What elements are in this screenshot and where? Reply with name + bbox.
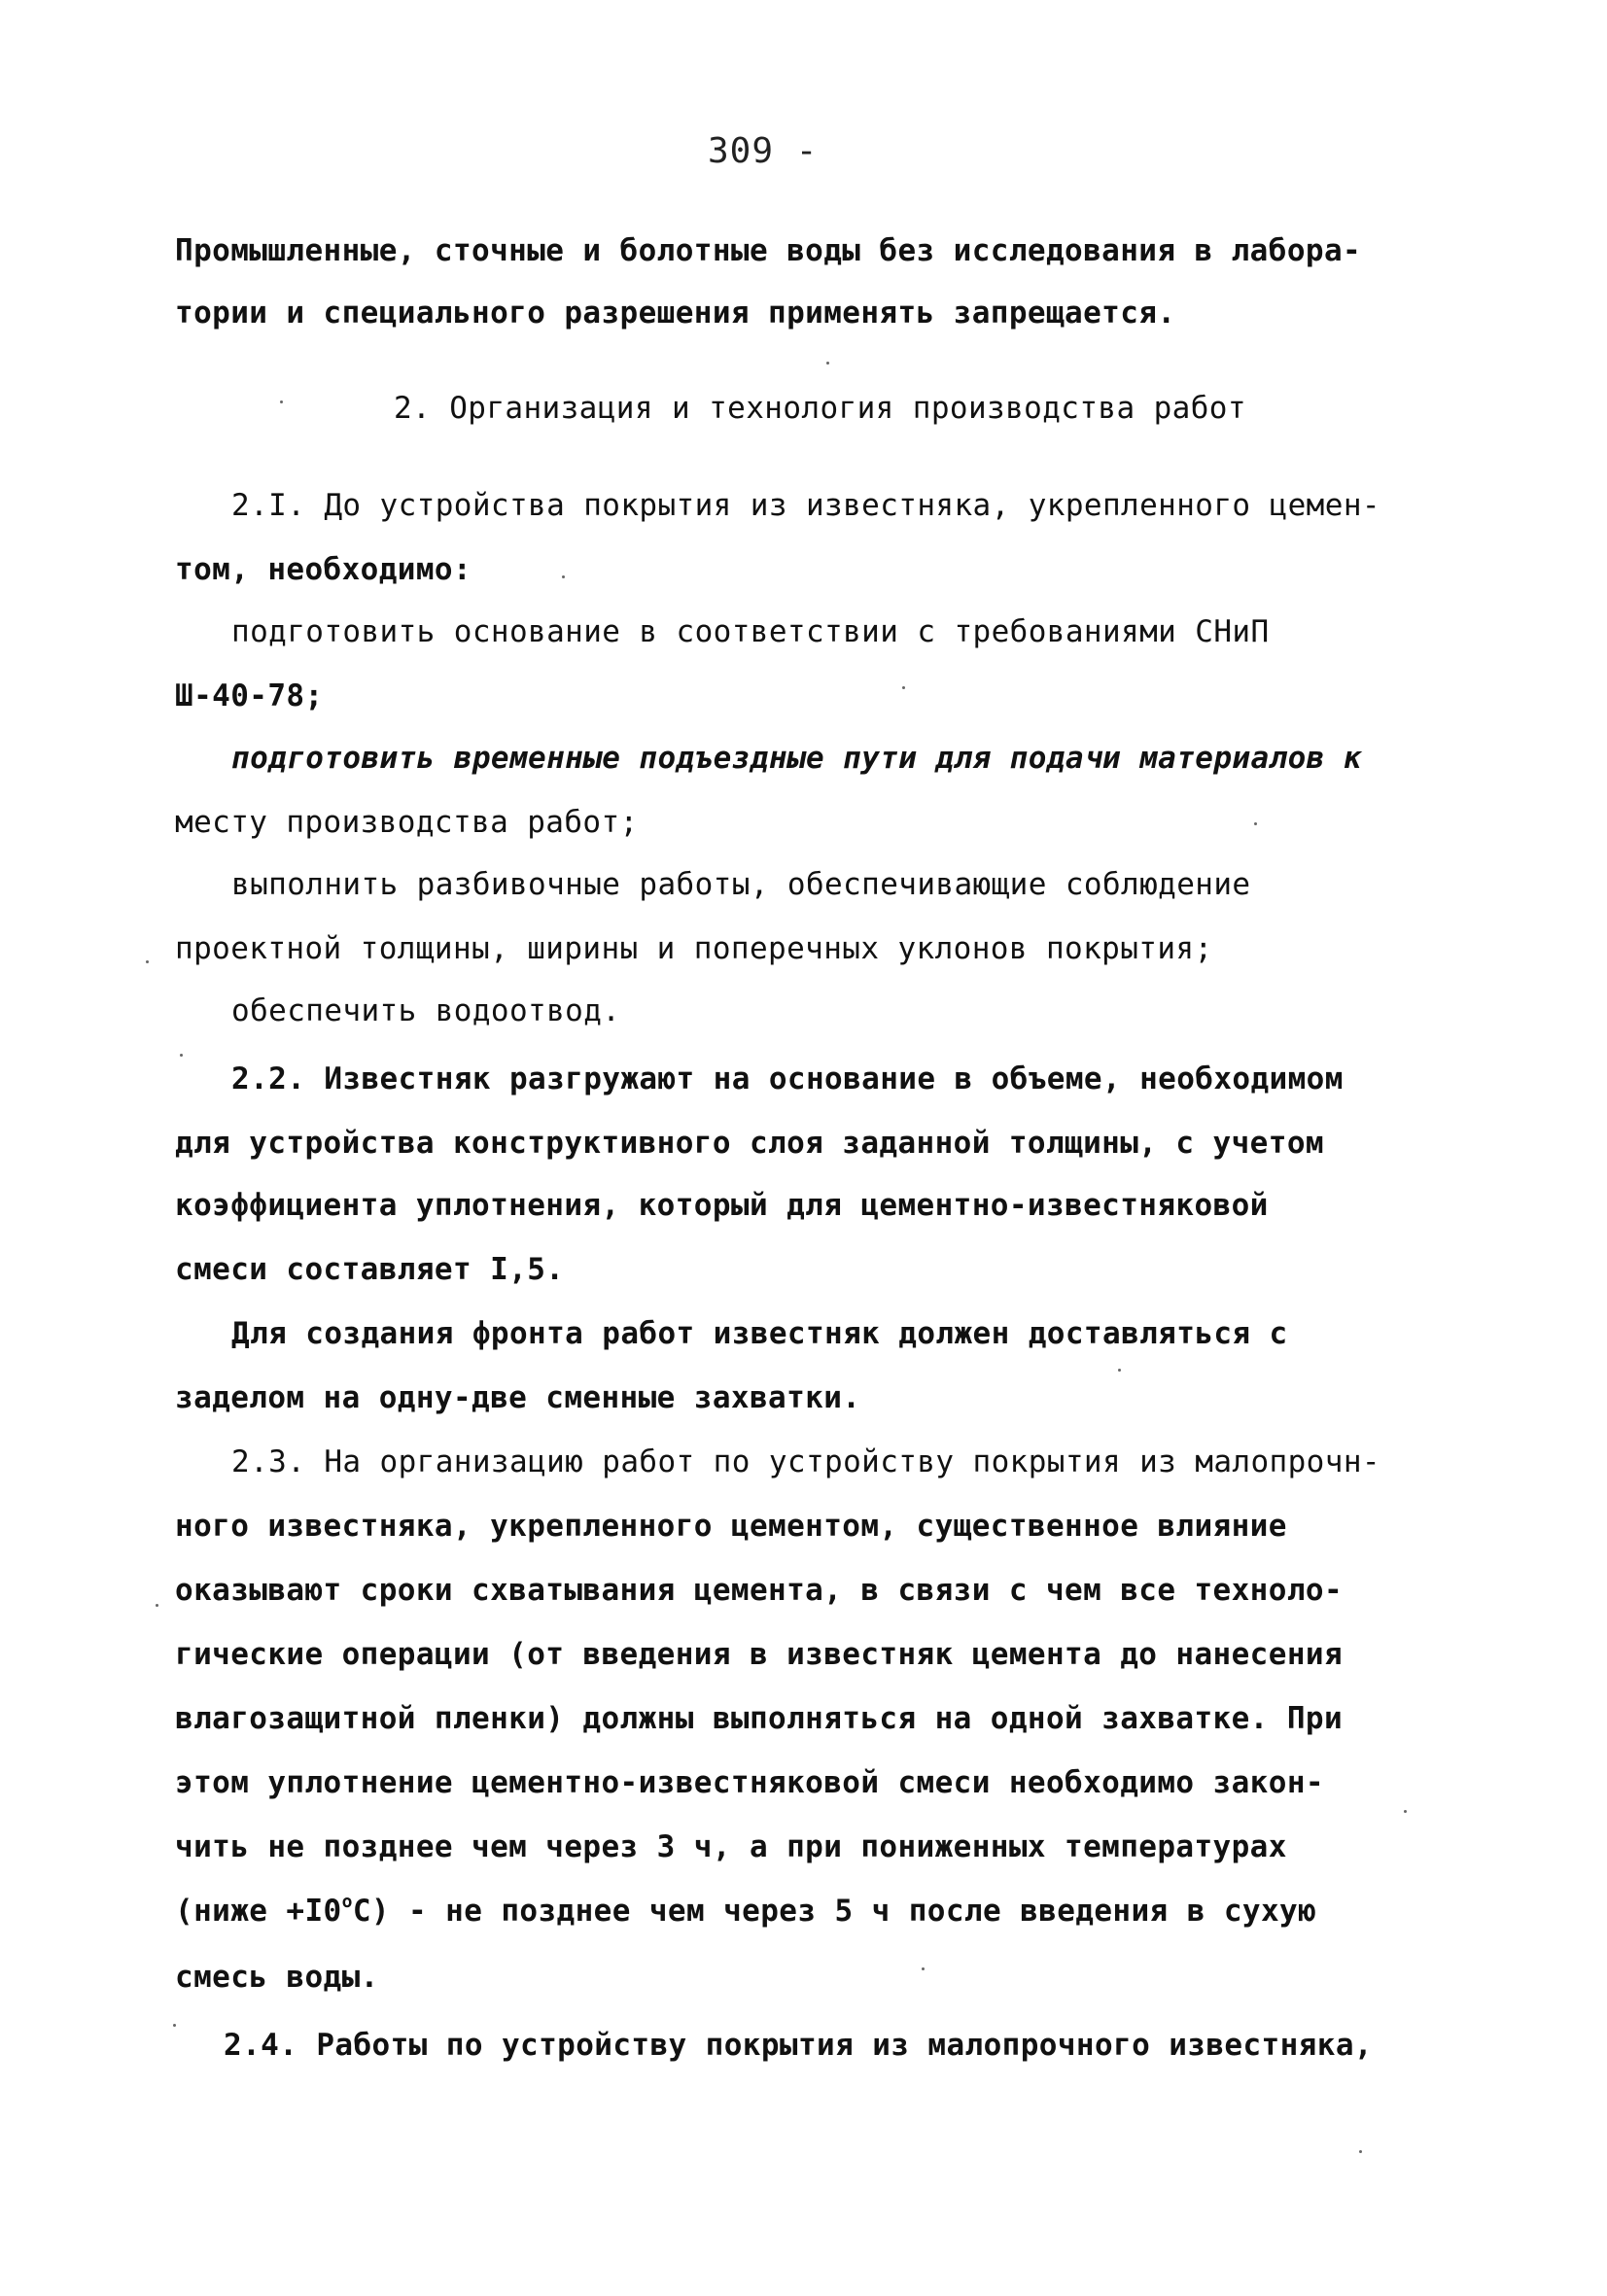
text-line: оказывают сроки схватывания цемента, в связи с чем все техноло-	[175, 1573, 1344, 1608]
text-line: смесь воды.	[175, 1960, 379, 1995]
page-number: 309 -	[708, 131, 819, 171]
text-line	[175, 1892, 1316, 1931]
text-line: обеспечить водоотвод.	[231, 993, 621, 1028]
scan-speck	[173, 2024, 176, 2027]
text-line: ного известняка, укрепленного цементом, существенное влияние	[175, 1509, 1287, 1544]
text-line: смеси составляет I,5.	[175, 1252, 565, 1287]
section-heading: 2. Организация и технология производства работ	[394, 391, 1246, 426]
text-line: заделом на одну-две сменные захватки.	[175, 1380, 861, 1415]
text-line: Промышленные, сточные и болотные воды без исследования в лабора-	[175, 233, 1362, 268]
text-line: месту производства работ;	[175, 805, 639, 840]
scan-speck	[156, 1604, 158, 1607]
text-line: для устройства конструктивного слоя заданной толщины, с учетом	[175, 1126, 1324, 1161]
scan-speck	[1359, 2150, 1362, 2153]
scan-speck	[562, 575, 565, 578]
scan-speck	[1118, 1369, 1121, 1372]
degree-sup: o	[341, 1892, 353, 1912]
text-line: подготовить основание в соответствии с требованиями СНиП	[231, 614, 1270, 649]
text-line: 2.2. Известняк разгружают на основание в объеме, необходимом	[231, 1061, 1344, 1096]
text-span: (ниже +I0	[175, 1894, 342, 1929]
text-span: C) - не позднее чем через 5 ч после введения в сухую	[352, 1894, 1317, 1929]
text-line: том, необходимо:	[175, 552, 472, 587]
text-line: чить не позднее чем через 3 ч, а при пониженных температурах	[175, 1829, 1287, 1864]
scan-speck	[922, 1967, 925, 1970]
text-line: подготовить временные подъездные пути для подачи материалов к	[231, 741, 1362, 776]
text-line: 2.I. До устройства покрытия из известняка, укрепленного цемен-	[231, 488, 1380, 523]
text-line: выполнить разбивочные работы, обеспечивающие соблюдение	[231, 867, 1251, 902]
scan-speck	[826, 362, 829, 365]
scan-speck	[180, 1054, 183, 1057]
scan-speck	[1254, 822, 1257, 825]
scan-speck	[902, 686, 905, 689]
text-line: Для создания фронта работ известняк должен доставляться с	[231, 1316, 1288, 1351]
text-line: коэффициента уплотнения, который для цементно-известняковой	[175, 1188, 1269, 1223]
text-line: тории и специального разрешения применять запрещается.	[175, 296, 1176, 330]
text-line: влагозащитной пленки) должны выполняться на одной захватке. При	[175, 1701, 1344, 1736]
scan-speck	[1404, 1810, 1407, 1813]
text-line: 2.3. На организацию работ по устройству покрытия из малопрочн-	[231, 1444, 1380, 1479]
scan-speck	[280, 400, 283, 403]
text-line: этом уплотнение цементно-известняковой смеси необходимо закон-	[175, 1765, 1324, 1800]
text-line: 2.4. Работы по устройству покрытия из малопрочного известняка,	[224, 2028, 1373, 2063]
scan-speck	[146, 960, 149, 963]
text-line: проектной толщины, ширины и поперечных уклонов покрытия;	[175, 931, 1213, 966]
text-line: гические операции (от введения в известняк цемента до нанесения	[175, 1637, 1344, 1672]
text-line: Ш-40-78;	[175, 678, 324, 713]
